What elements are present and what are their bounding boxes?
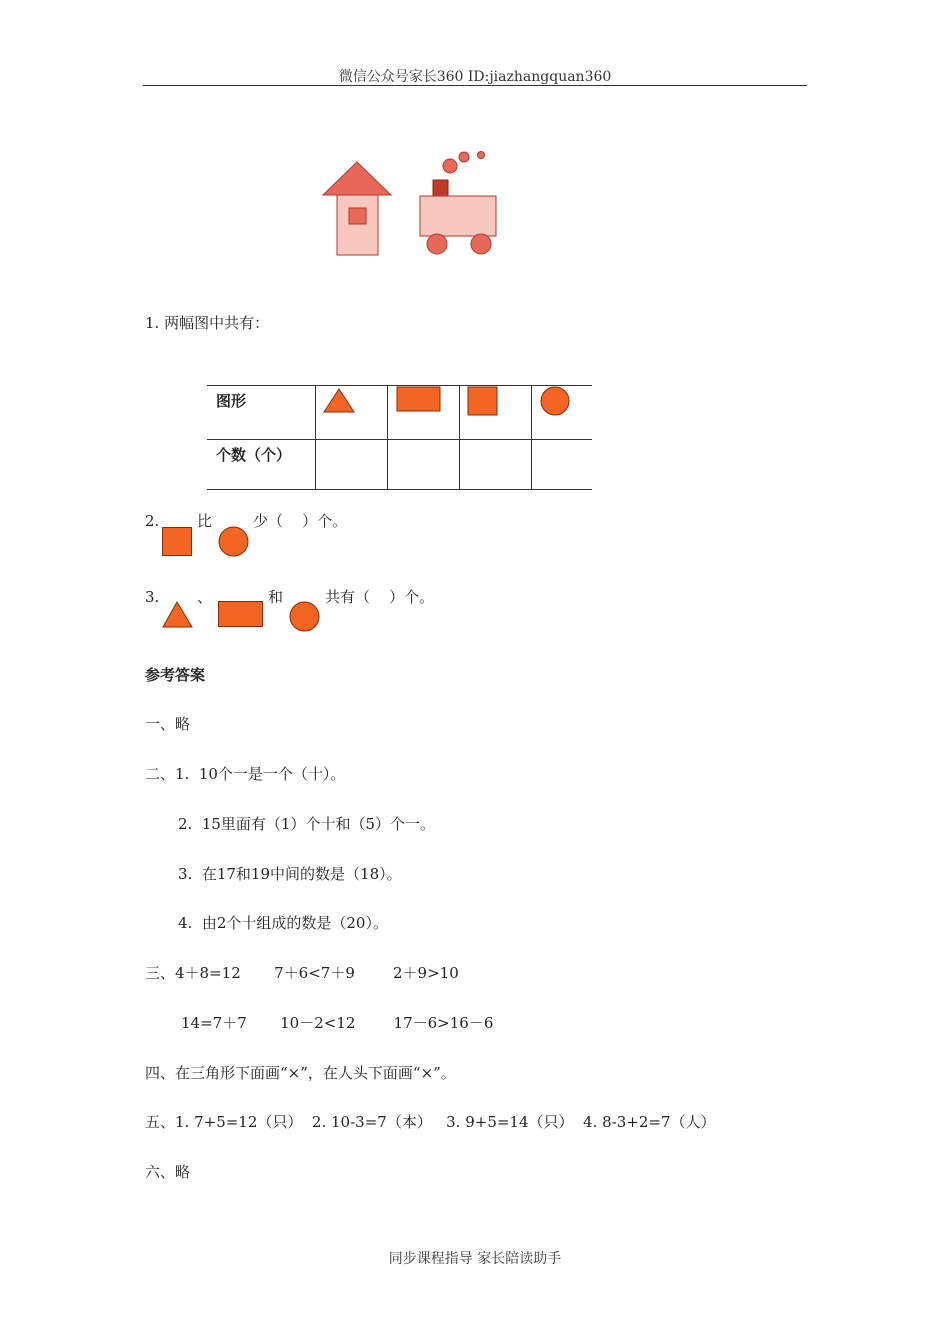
train-chimney	[433, 180, 448, 196]
table-row-shapes	[207, 386, 592, 440]
answer-5: 五、1. 7+5=12（只） 2. 10-3=7（本） 3. 9+5=14（只） 4. 8-3+2=7（人）	[145, 1113, 716, 1131]
table-cell-rectangle	[388, 386, 460, 440]
page-header: 微信公众号家长360 ID:jiazhangquan360	[338, 69, 612, 85]
q2-circle-icon	[218, 526, 250, 558]
question-3-he: 和	[268, 588, 284, 606]
triangle-icon	[324, 389, 354, 412]
question-2-bi: 比	[197, 512, 213, 530]
question-3-rest: 共有（ ）个。	[325, 588, 435, 606]
house-body	[337, 195, 378, 255]
question-2-rest: 少（ ）个。	[253, 512, 348, 530]
q3-circle-icon	[289, 601, 321, 633]
house-picture	[320, 160, 395, 260]
answer-2-1: 二、1. 10个一是一个（十）。	[145, 765, 346, 783]
table-cell-square	[460, 386, 532, 440]
answer-2-4: 4. 由2个十组成的数是（20）。	[178, 914, 388, 932]
answers-title: 参考答案	[145, 666, 206, 684]
q3-rectangle-icon	[218, 601, 264, 628]
question-1: 1. 两幅图中共有：	[145, 314, 270, 332]
train-wheel-left	[427, 234, 447, 254]
page-footer: 同步课程指导 家长陪读助手	[388, 1251, 562, 1267]
count-cell-triangle[interactable]	[316, 440, 388, 490]
table-cell-label	[207, 386, 316, 440]
row-label-count: 个数（个）	[216, 446, 292, 464]
row-label-shape: 图形	[216, 392, 247, 410]
table-cell-label	[207, 440, 316, 490]
train-body	[420, 196, 496, 236]
house-window	[349, 208, 366, 224]
square-icon	[468, 387, 497, 415]
table-cell-circle	[532, 386, 593, 440]
count-cell-square[interactable]	[460, 440, 532, 490]
count-cell-circle[interactable]	[532, 440, 593, 490]
question-3-separator: 、	[197, 588, 213, 606]
smoke-puff-small	[478, 152, 485, 159]
answer-6: 六、略	[145, 1163, 191, 1181]
answer-2-2: 2. 15里面有（1）个十和（5）个一。	[178, 815, 436, 833]
train-picture	[415, 148, 505, 260]
shapes-count-table	[207, 385, 592, 490]
table-row-counts	[207, 440, 592, 490]
smoke-puff-large	[443, 159, 457, 173]
question-3-number: 3.	[145, 588, 160, 606]
question-2-number: 2.	[145, 512, 160, 530]
count-cell-rectangle[interactable]	[388, 440, 460, 490]
answer-4: 四、在三角形下面画“×”，在人头下面画“×”。	[145, 1064, 456, 1082]
house-roof	[323, 162, 391, 195]
circle-icon	[541, 387, 569, 415]
answer-3-2: 14=7＋7 10－2<12 17－6>16－6	[181, 1014, 494, 1032]
answer-1: 一、略	[145, 715, 191, 733]
q3-triangle-icon	[162, 601, 194, 629]
table-cell-triangle	[316, 386, 388, 440]
q2-square-icon	[162, 527, 194, 557]
smoke-puff-medium	[459, 152, 469, 162]
rectangle-icon	[397, 387, 440, 411]
train-wheel-right	[471, 234, 491, 254]
header-divider	[143, 85, 807, 86]
answer-2-3: 3. 在17和19中间的数是（18）。	[178, 865, 402, 883]
answer-3-1: 三、4＋8=12 7＋6<7＋9 2＋9>10	[145, 964, 459, 982]
